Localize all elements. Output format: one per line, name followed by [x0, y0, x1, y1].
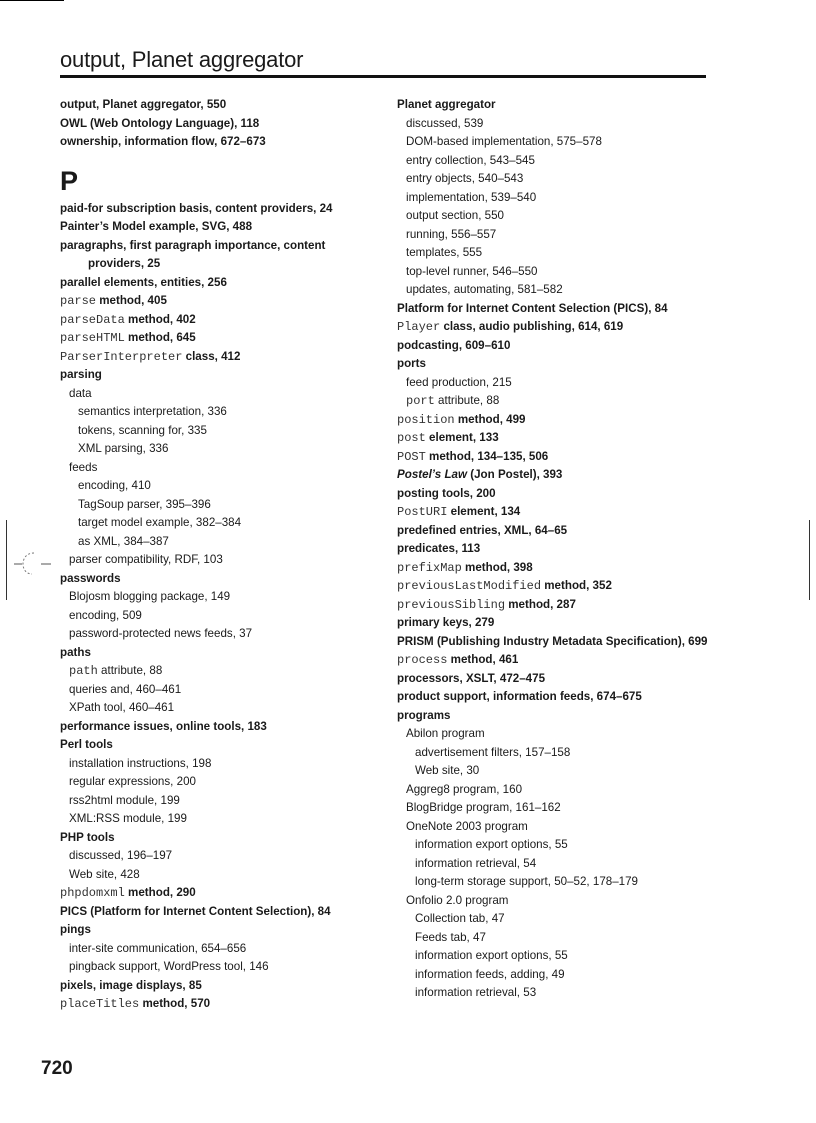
entry-text: paragraphs, first paragraph importance, content providers, 25 — [60, 238, 326, 270]
code-term: Player — [397, 320, 441, 334]
entry-text: as XML, 384–387 — [78, 534, 169, 548]
index-subentry — [60, 533, 376, 552]
entry-text: pingback support, WordPress tool, 146 — [69, 960, 269, 973]
code-term: previousSibling — [397, 597, 506, 612]
index-entry — [397, 411, 713, 430]
index-subentry — [397, 170, 713, 189]
entry-text: predefined entries, XML, 64–65 — [397, 523, 568, 537]
index-subentry — [397, 207, 713, 226]
index-subentry — [397, 374, 713, 393]
index-entry — [397, 96, 713, 115]
entry-text: information export options, 55 — [415, 949, 568, 962]
index-entry — [397, 318, 713, 337]
entry-text: discussed, 539 — [406, 116, 484, 130]
index-subentry — [397, 836, 713, 855]
index-subentry — [397, 244, 713, 263]
entry-text: method, 645 — [124, 331, 196, 344]
index-subentry — [60, 440, 376, 459]
entry-text: implementation, 539–540 — [406, 190, 537, 204]
entry-text: Web site, 428 — [69, 867, 140, 881]
code-term: ParserInterpreter — [60, 349, 183, 364]
entry-text: method, 499 — [454, 412, 526, 426]
entry-text: target model example, 382–384 — [78, 516, 242, 529]
index-entry — [397, 540, 713, 559]
index-entry — [397, 485, 713, 504]
index-entry — [60, 133, 376, 152]
entry-text: posting tools, 200 — [397, 486, 496, 500]
index-subentry — [60, 681, 376, 700]
entry-text: Web site, 30 — [415, 764, 480, 777]
entry-text: Aggreg8 program, 160 — [406, 782, 523, 796]
index-column-left — [60, 96, 376, 1014]
index-subentry — [397, 133, 713, 152]
index-entry — [60, 718, 376, 737]
entry-text: attribute, 88 — [97, 664, 163, 677]
entry-text: Feeds tab, 47 — [415, 930, 486, 944]
entry-text: tokens, scanning for, 335 — [78, 423, 207, 437]
index-subentry — [397, 799, 713, 818]
entry-text: DOM-based implementation, 575–578 — [406, 135, 602, 148]
section-letter: P — [60, 165, 79, 196]
index-entry — [397, 466, 713, 485]
entry-text: product support, information feeds, 674–675 — [397, 690, 642, 703]
margin-register-mark-icon — [14, 550, 52, 576]
crop-mark-right — [809, 520, 810, 600]
entry-text: class, 412 — [182, 349, 241, 363]
index-subentry — [60, 496, 376, 515]
code-term: parse — [60, 294, 97, 308]
entry-text: paid-for subscription basis, content providers, 24 — [60, 201, 333, 215]
entry-text: data — [69, 386, 92, 400]
index-entry — [60, 903, 376, 922]
index-entry — [397, 688, 713, 707]
index-subentry — [397, 152, 713, 171]
entry-text: OneNote 2003 program — [406, 819, 528, 833]
index-subentry — [397, 189, 713, 208]
index-entry — [397, 633, 713, 652]
index-entry — [397, 614, 713, 633]
entry-text: Painter’s Model example, SVG, 488 — [60, 220, 253, 233]
index-subentry — [60, 866, 376, 885]
index-subentry — [397, 873, 713, 892]
entry-text: pings — [60, 923, 91, 936]
entry-text: BlogBridge program, 161–162 — [406, 801, 561, 814]
index-entry — [60, 736, 376, 755]
entry-text: parsing — [60, 368, 102, 381]
index-entry — [397, 670, 713, 689]
index-entry — [60, 348, 376, 367]
entry-text: inter-site communication, 654–656 — [69, 941, 247, 955]
entry-text: podcasting, 609–610 — [397, 338, 511, 352]
code-term: prefixMap — [397, 560, 462, 575]
entry-text: programs — [397, 708, 451, 722]
index-entry — [60, 292, 376, 311]
index-subentry — [397, 855, 713, 874]
index-entry — [397, 503, 713, 522]
index-subentry — [60, 514, 376, 533]
entry-text: Planet aggregator — [397, 98, 496, 111]
entry-text: method, 405 — [96, 294, 167, 307]
index-entry — [60, 570, 376, 589]
entry-text: parser compatibility, RDF, 103 — [69, 553, 223, 566]
entry-text: class, audio publishing, 614, 619 — [440, 320, 624, 333]
page-number: 720 — [41, 1058, 73, 1079]
index-entry — [60, 829, 376, 848]
entry-text: Onfolio 2.0 program — [406, 893, 509, 907]
index-subentry — [397, 263, 713, 282]
entry-text: method, 461 — [447, 653, 519, 666]
index-entry — [397, 559, 713, 578]
entry-text: method, 570 — [139, 997, 211, 1010]
entry-text: performance issues, online tools, 183 — [60, 719, 267, 733]
index-subentry — [60, 403, 376, 422]
entry-text: (Jon Postel), 393 — [467, 468, 563, 481]
index-entry — [60, 977, 376, 996]
code-term: phpdomxml — [60, 886, 125, 900]
top-crop-rule — [0, 0, 64, 1]
code-term: previousLastModified — [397, 579, 542, 593]
index-subentry — [60, 607, 376, 626]
entry-text: Collection tab, 47 — [415, 912, 505, 925]
index-entry — [397, 429, 713, 448]
entry-text: element, 133 — [425, 431, 499, 444]
entry-text: ports — [397, 357, 426, 370]
entry-text: processors, XSLT, 472–475 — [397, 671, 546, 685]
entry-text: method, 290 — [124, 886, 196, 899]
entry-text: XML parsing, 336 — [78, 442, 169, 455]
code-term: PostURI — [397, 505, 448, 519]
entry-text: information feeds, adding, 49 — [415, 967, 565, 981]
index-subentry — [60, 459, 376, 478]
header-rule — [60, 75, 706, 78]
entry-text: paths — [60, 645, 91, 659]
index-entry — [60, 329, 376, 348]
entry-text: queries and, 460–461 — [69, 682, 182, 696]
entry-text: Blojosm blogging package, 149 — [69, 590, 231, 603]
entry-text: information retrieval, 54 — [415, 856, 537, 870]
entry-text: installation instructions, 198 — [69, 756, 212, 770]
entry-text: encoding, 410 — [78, 479, 151, 492]
entry-text: predicates, 113 — [397, 542, 481, 555]
index-subentry — [397, 910, 713, 929]
entry-text: output, Planet aggregator, 550 — [60, 98, 227, 111]
index-entry — [60, 311, 376, 330]
index-entry — [397, 522, 713, 541]
index-subentry — [60, 385, 376, 404]
index-entry — [60, 96, 376, 115]
index-subentry — [397, 115, 713, 134]
code-term: position — [397, 412, 455, 427]
entry-text: method, 352 — [541, 579, 612, 592]
entry-text: PRISM (Publishing Industry Metadata Specification), 699 — [397, 634, 708, 648]
entry-text: semantics interpretation, 336 — [78, 405, 227, 418]
page-title: output, Planet aggregator — [60, 47, 304, 72]
entry-text: PICS (Platform for Internet Content Selection), 84 — [60, 904, 331, 918]
index-subentry — [60, 792, 376, 811]
entry-text: information retrieval, 53 — [415, 986, 537, 999]
entry-text: ownership, information flow, 672–673 — [60, 135, 266, 148]
index-subentry — [60, 588, 376, 607]
code-term: placeTitles — [60, 997, 140, 1011]
index-entry — [397, 651, 713, 670]
entry-text: updates, automating, 581–582 — [406, 283, 563, 296]
entry-text: advertisement filters, 157–158 — [415, 745, 571, 759]
index-subentry — [397, 818, 713, 837]
index-entry — [397, 337, 713, 356]
code-term: parseHTML — [60, 331, 125, 345]
code-term: post — [397, 431, 426, 445]
index-subentry — [60, 940, 376, 959]
index-subentry — [60, 810, 376, 829]
index-subentry — [397, 984, 713, 1003]
code-term: path — [69, 664, 98, 678]
entry-text: running, 556–557 — [406, 227, 497, 241]
index-subentry — [60, 847, 376, 866]
entry-text: entry objects, 540–543 — [406, 172, 524, 185]
index-entry — [397, 355, 713, 374]
entry-text: feed production, 215 — [406, 375, 512, 389]
entry-text: method, 134–135, 506 — [425, 449, 549, 463]
index-subentry — [397, 226, 713, 245]
entry-text: OWL (Web Ontology Language), 118 — [60, 116, 260, 130]
entry-text: templates, 555 — [406, 246, 483, 259]
entry-text: method, 398 — [461, 560, 533, 574]
index-subentry — [60, 422, 376, 441]
entry-text: method, 402 — [124, 312, 196, 326]
entry-text: pixels, image displays, 85 — [60, 978, 202, 992]
index-entry — [397, 577, 713, 596]
entry-text: TagSoup parser, 395–396 — [78, 497, 211, 511]
index-subentry — [60, 477, 376, 496]
entry-text: encoding, 509 — [69, 608, 142, 622]
index-subentry — [60, 755, 376, 774]
entry-text: regular expressions, 200 — [69, 775, 196, 788]
index-subentry — [397, 947, 713, 966]
entry-text: long-term storage support, 50–52, 178–179 — [415, 875, 639, 888]
entry-text: attribute, 88 — [434, 394, 500, 407]
entry-text: XML:RSS module, 199 — [69, 812, 187, 825]
code-term: port — [406, 394, 435, 408]
index-subentry — [60, 699, 376, 718]
index-subentry — [397, 781, 713, 800]
entry-text: rss2html module, 199 — [69, 793, 180, 807]
index-subentry — [397, 929, 713, 948]
entry-text: discussed, 196–197 — [69, 849, 173, 862]
index-entry — [60, 644, 376, 663]
index-subentry — [60, 958, 376, 977]
index-entry — [60, 366, 376, 385]
entry-text: Abilon program — [406, 727, 485, 740]
entry-text: XPath tool, 460–461 — [69, 701, 175, 714]
index-entry — [60, 921, 376, 940]
index-subentry — [60, 662, 376, 681]
index-subentry — [397, 281, 713, 300]
index-subentry — [397, 966, 713, 985]
entry-text: feeds — [69, 460, 98, 474]
index-entry — [397, 596, 713, 615]
entry-text: method, 287 — [505, 597, 576, 611]
running-header — [60, 46, 706, 78]
index-subentry — [397, 725, 713, 744]
index-subentry — [397, 762, 713, 781]
code-term: POST — [397, 449, 426, 464]
entry-text: parallel elements, entities, 256 — [60, 275, 227, 289]
entry-text: entry collection, 543–545 — [406, 153, 535, 167]
index-subentry — [60, 551, 376, 570]
entry-text: top-level runner, 546–550 — [406, 264, 538, 278]
index-subentry — [397, 744, 713, 763]
entry-text: passwords — [60, 571, 121, 585]
index-entry — [397, 300, 713, 319]
code-term: process — [397, 653, 448, 667]
index-entry — [60, 884, 376, 903]
entry-text: Perl tools — [60, 738, 113, 751]
index-subentry — [397, 392, 713, 411]
index-column-right — [397, 96, 713, 1003]
index-entry — [60, 218, 376, 237]
entry-text: element, 134 — [447, 505, 521, 518]
index-entry — [60, 995, 376, 1014]
index-subentry — [60, 625, 376, 644]
index-subentry — [60, 773, 376, 792]
code-term: parseData — [60, 312, 125, 327]
entry-text: output section, 550 — [406, 209, 504, 222]
entry-text: information export options, 55 — [415, 838, 568, 851]
index-subentry — [397, 892, 713, 911]
index-entry — [60, 115, 376, 134]
index-entry — [397, 448, 713, 467]
entry-text: primary keys, 279 — [397, 616, 495, 629]
entry-text: password-protected news feeds, 37 — [69, 627, 253, 640]
entry-text: PHP tools — [60, 830, 115, 844]
index-entry — [60, 274, 376, 293]
crop-mark-left — [6, 520, 7, 600]
index-entry — [397, 707, 713, 726]
index-entry — [60, 237, 376, 274]
index-entry — [60, 200, 376, 219]
entry-text: Platform for Internet Content Selection (PICS), 84 — [397, 301, 668, 315]
entry-text: Postel’s Law — [397, 468, 468, 481]
